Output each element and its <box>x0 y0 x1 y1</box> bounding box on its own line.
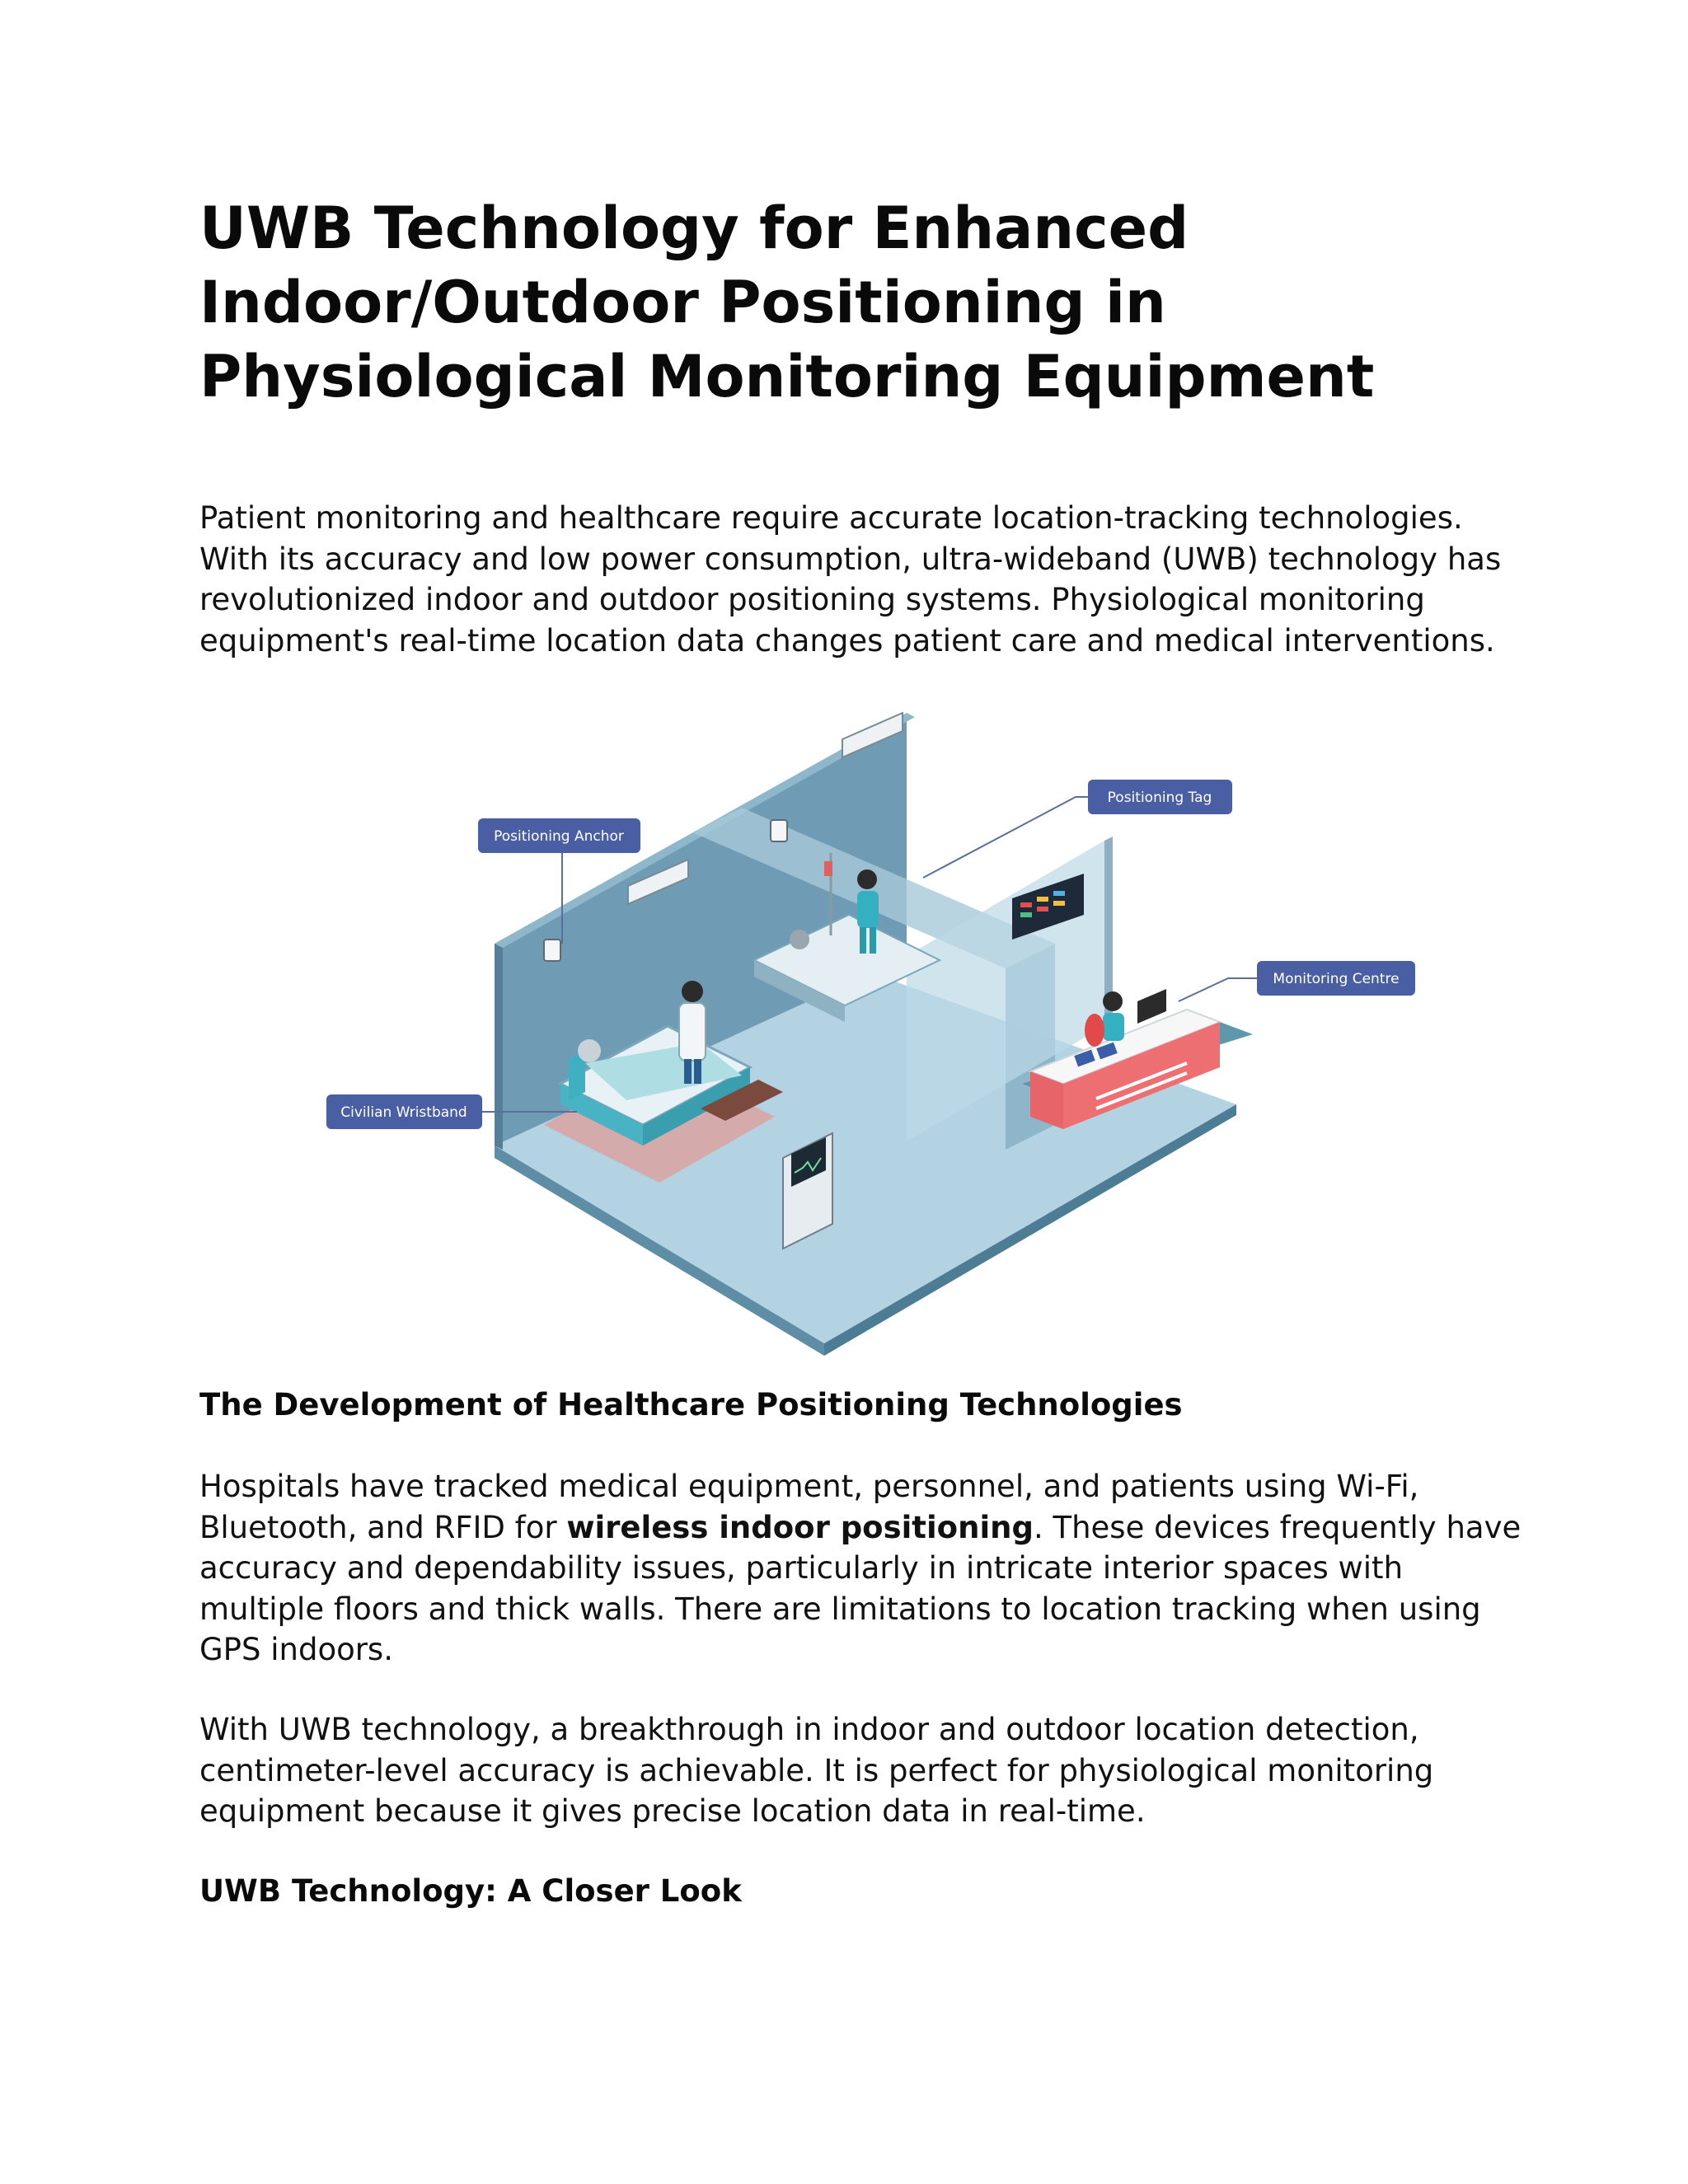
paragraph-text: Hospitals have tracked medical equipment, personnel, and patients using Wi-Fi, Bluetooth, and RFID for <box>199 1469 1419 1545</box>
anchor-device-icon <box>544 940 560 961</box>
hospital-positioning-illustration <box>313 696 1418 1364</box>
svg-text:Monitoring Centre: Monitoring Centre <box>1273 971 1400 987</box>
paragraph-text: . These devices frequently have accuracy and dependability issues, particularly in intricate interior spaces with multiple floors and thick walls. There are limitations to location tracking when using GPS indoors. <box>199 1509 1522 1667</box>
callout-monitoring-centre <box>1257 961 1415 996</box>
bold-link-text: wireless indoor positioning <box>566 1509 1034 1545</box>
intro-paragraph: Patient monitoring and healthcare require accurate location-tracking technologies. With its accuracy and low power consumption, ultra-wideband (UWB) technology has revolutionized indoor and outdoor positioning systems. Physiological monitoring equipment's real-time location data changes patient care and medical interventions. <box>199 500 1502 658</box>
page-title: UWB Technology for Enhanced Indoor/Outdoor Positioning in Physiological Monitoring Equipment <box>199 194 1375 410</box>
paragraph-development <box>199 1466 1526 1671</box>
section-heading-development: The Development of Healthcare Positioning Technologies <box>199 1387 1183 1422</box>
paragraph-uwb-breakthrough: With UWB technology, a breakthrough in indoor and outdoor location detection, centimeter-level accuracy is achievable. It is perfect for physiological monitoring equipment because it gives precise location data in real-time. <box>199 1712 1434 1829</box>
callout-positioning-tag <box>1088 780 1232 814</box>
section-heading-closer-look: UWB Technology: A Closer Look <box>199 1873 742 1909</box>
svg-text:Positioning Anchor: Positioning Anchor <box>494 828 624 845</box>
callout-civilian-wristband <box>326 1094 482 1129</box>
svg-text:Positioning Tag: Positioning Tag <box>1107 790 1212 806</box>
callout-positioning-anchor <box>478 818 640 853</box>
svg-text:Civilian Wristband: Civilian Wristband <box>340 1104 467 1121</box>
